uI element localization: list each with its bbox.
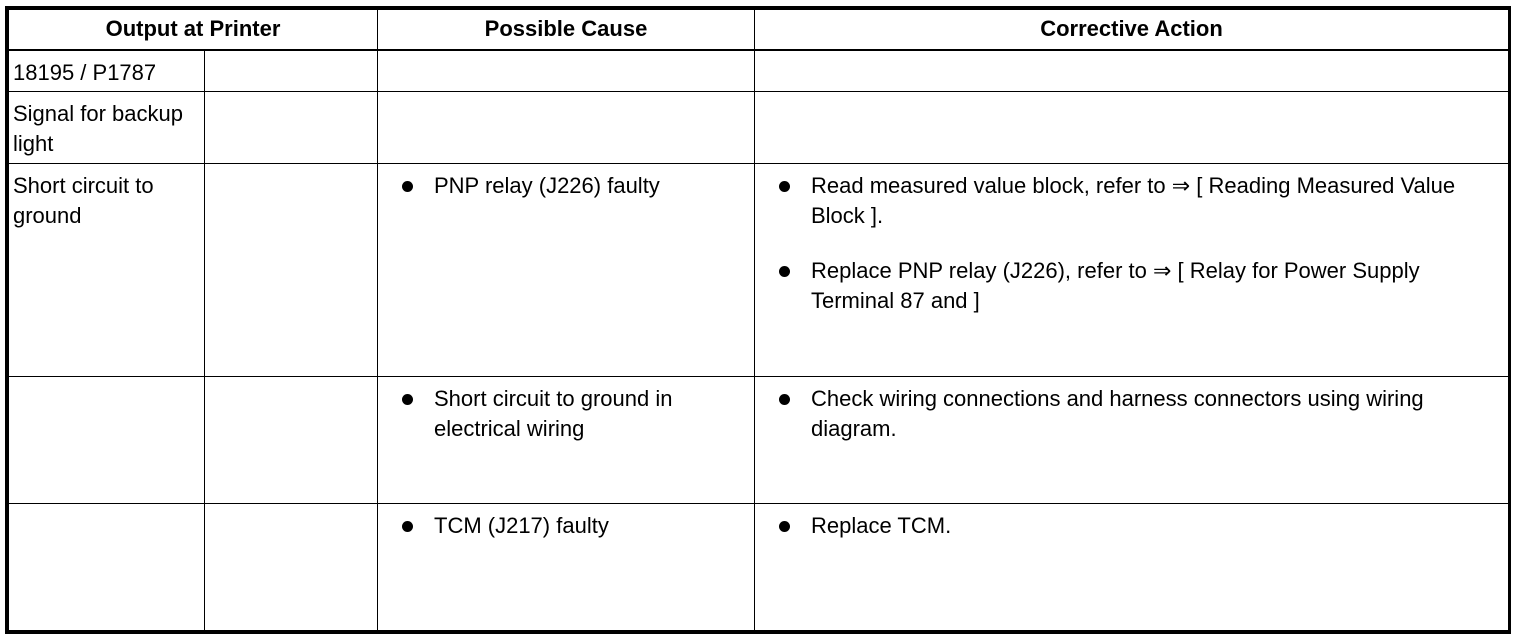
action-text: Check wiring connections and harness connectors using wiring diagram.: [811, 385, 1424, 441]
cause-item: [378, 171, 744, 201]
bullet-icon: [779, 521, 790, 532]
action-item: [755, 256, 1498, 316]
action-list: [755, 164, 1508, 316]
action-text: Replace PNP relay (J226), refer to ⇒ [ Relay for Power Supply Terminal 87 and ]: [811, 258, 1420, 314]
header-output-at-printer: Output at Printer: [9, 10, 378, 50]
table-header-row: [9, 10, 1509, 50]
output-cell: [9, 50, 205, 92]
empty-cell: [205, 503, 378, 630]
table-row: [9, 164, 1509, 376]
diagnostic-table-frame: [5, 6, 1511, 634]
cause-text: TCM (J217) faulty: [434, 512, 609, 538]
empty-cell: [205, 376, 378, 503]
output-text: 18195 / P1787: [13, 59, 157, 85]
cause-list: [378, 377, 754, 444]
action-text: Read measured value block, refer to ⇒ [ Reading Measured Value Block ].: [811, 173, 1456, 229]
cause-cell: [378, 164, 755, 376]
cause-text: PNP relay (J226) faulty: [434, 173, 660, 199]
table-row: [9, 376, 1509, 503]
bullet-icon: [779, 394, 790, 405]
table-row: [9, 50, 1509, 92]
cause-cell: [378, 92, 755, 164]
header-possible-cause: Possible Cause: [378, 10, 755, 50]
action-cell: [755, 164, 1509, 376]
diagnostic-table: [8, 9, 1509, 631]
action-item: [755, 171, 1498, 231]
header-corrective-action: Corrective Action: [755, 10, 1509, 50]
action-cell: [755, 503, 1509, 630]
action-cell: [755, 50, 1509, 92]
cause-list: [378, 504, 754, 541]
table-row: [9, 92, 1509, 164]
output-text: Short circuit to ground: [13, 173, 154, 229]
output-text: Signal for backup light: [13, 101, 183, 157]
cause-cell: [378, 376, 755, 503]
bullet-icon: [402, 521, 413, 532]
action-list: [755, 377, 1508, 444]
bullet-icon: [402, 181, 413, 192]
action-cell: [755, 376, 1509, 503]
output-cell: [9, 92, 205, 164]
bullet-icon: [402, 394, 413, 405]
bullet-icon: [779, 266, 790, 277]
cause-item: [378, 511, 744, 541]
cause-cell: [378, 503, 755, 630]
empty-cell: [205, 92, 378, 164]
action-list: [755, 504, 1508, 541]
cause-cell: [378, 50, 755, 92]
cause-list: [378, 164, 754, 201]
action-item: [755, 384, 1498, 444]
cause-item: [378, 384, 744, 444]
empty-cell: [205, 50, 378, 92]
empty-cell: [205, 164, 378, 376]
output-cell: [9, 164, 205, 376]
action-text: Replace TCM.: [811, 512, 952, 538]
action-item: [755, 511, 1498, 541]
table-row: [9, 503, 1509, 630]
action-cell: [755, 92, 1509, 164]
output-cell: [9, 503, 205, 630]
cause-text: Short circuit to ground in electrical wiring: [434, 385, 673, 441]
output-cell: [9, 376, 205, 503]
bullet-icon: [779, 181, 790, 192]
